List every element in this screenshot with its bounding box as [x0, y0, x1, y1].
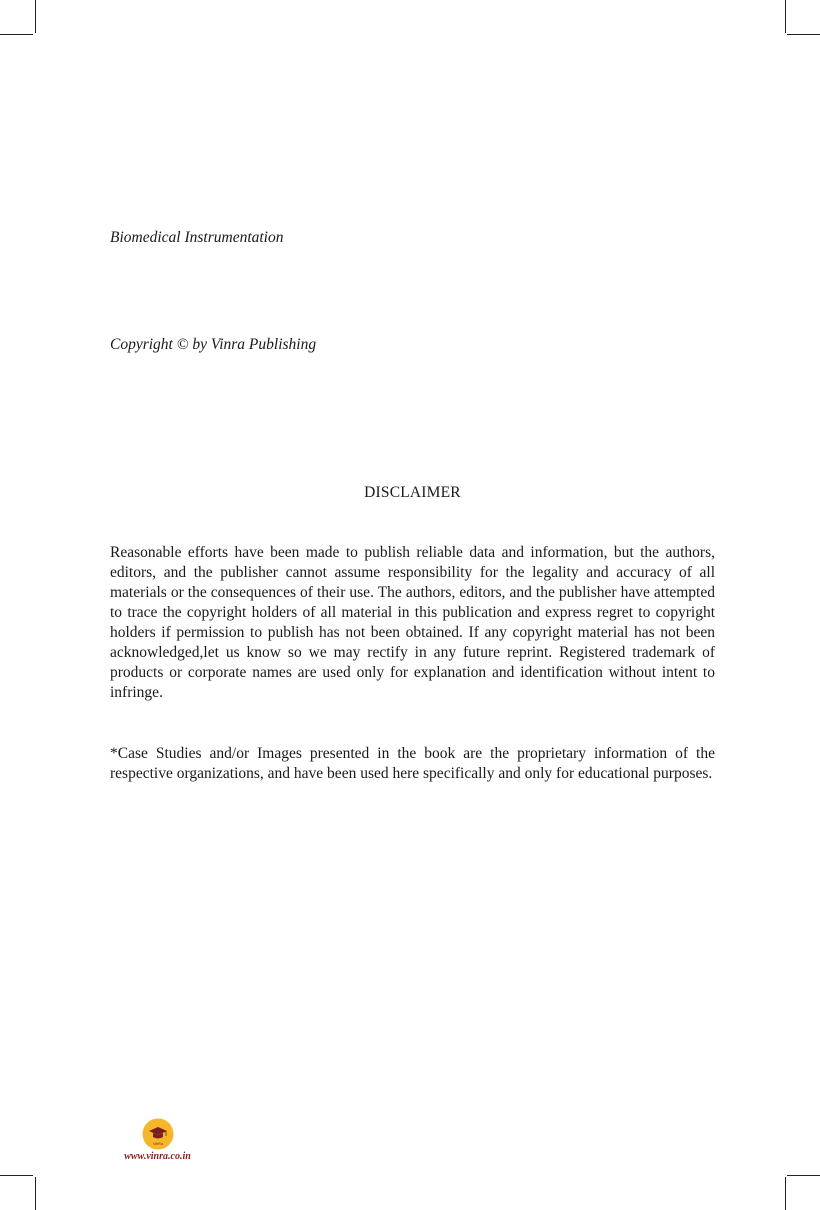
publisher-logo-icon [142, 1118, 174, 1150]
disclaimer-heading: DISCLAIMER [364, 484, 461, 501]
crop-mark-bottom-left-horizontal [0, 1175, 33, 1176]
copyright-line: Copyright © by Vinra Publishing [110, 336, 317, 353]
crop-mark-top-right-vertical [785, 0, 786, 33]
crop-mark-top-left-horizontal [0, 34, 33, 35]
crop-mark-bottom-left-vertical [35, 1177, 36, 1210]
book-title: Biomedical Instrumentation [110, 229, 284, 246]
crop-mark-top-left-vertical [35, 0, 36, 33]
crop-mark-top-right-horizontal [787, 34, 820, 35]
disclaimer-paragraph: Reasonable efforts have been made to publish reliable data and information, but the authors, editors, and the publisher cannot assume responsibility for the legality and accuracy of all materials or the consequences of their use. The authors, editors, and the publisher have attempted to trace the copyright holders of all material in this publication and express regret to copyright holders if permission to publish has not been obtained. If any copyright material has not been acknowledged,let us know so we may rectify in any future reprint. Registered trademark of products or corporate names are used only for explanation and identification without intent to infringe. [110, 544, 715, 701]
logo-text: VinRa [153, 1142, 163, 1146]
crop-mark-bottom-right-vertical [785, 1177, 786, 1210]
case-studies-note: *Case Studies and/or Images presented in the book are the proprietary information of the respective organizations, and have been used here specifically and only for educational purposes. [110, 745, 715, 782]
crop-mark-bottom-right-horizontal [787, 1175, 820, 1176]
publisher-website: www.vinra.co.in [124, 1151, 191, 1162]
